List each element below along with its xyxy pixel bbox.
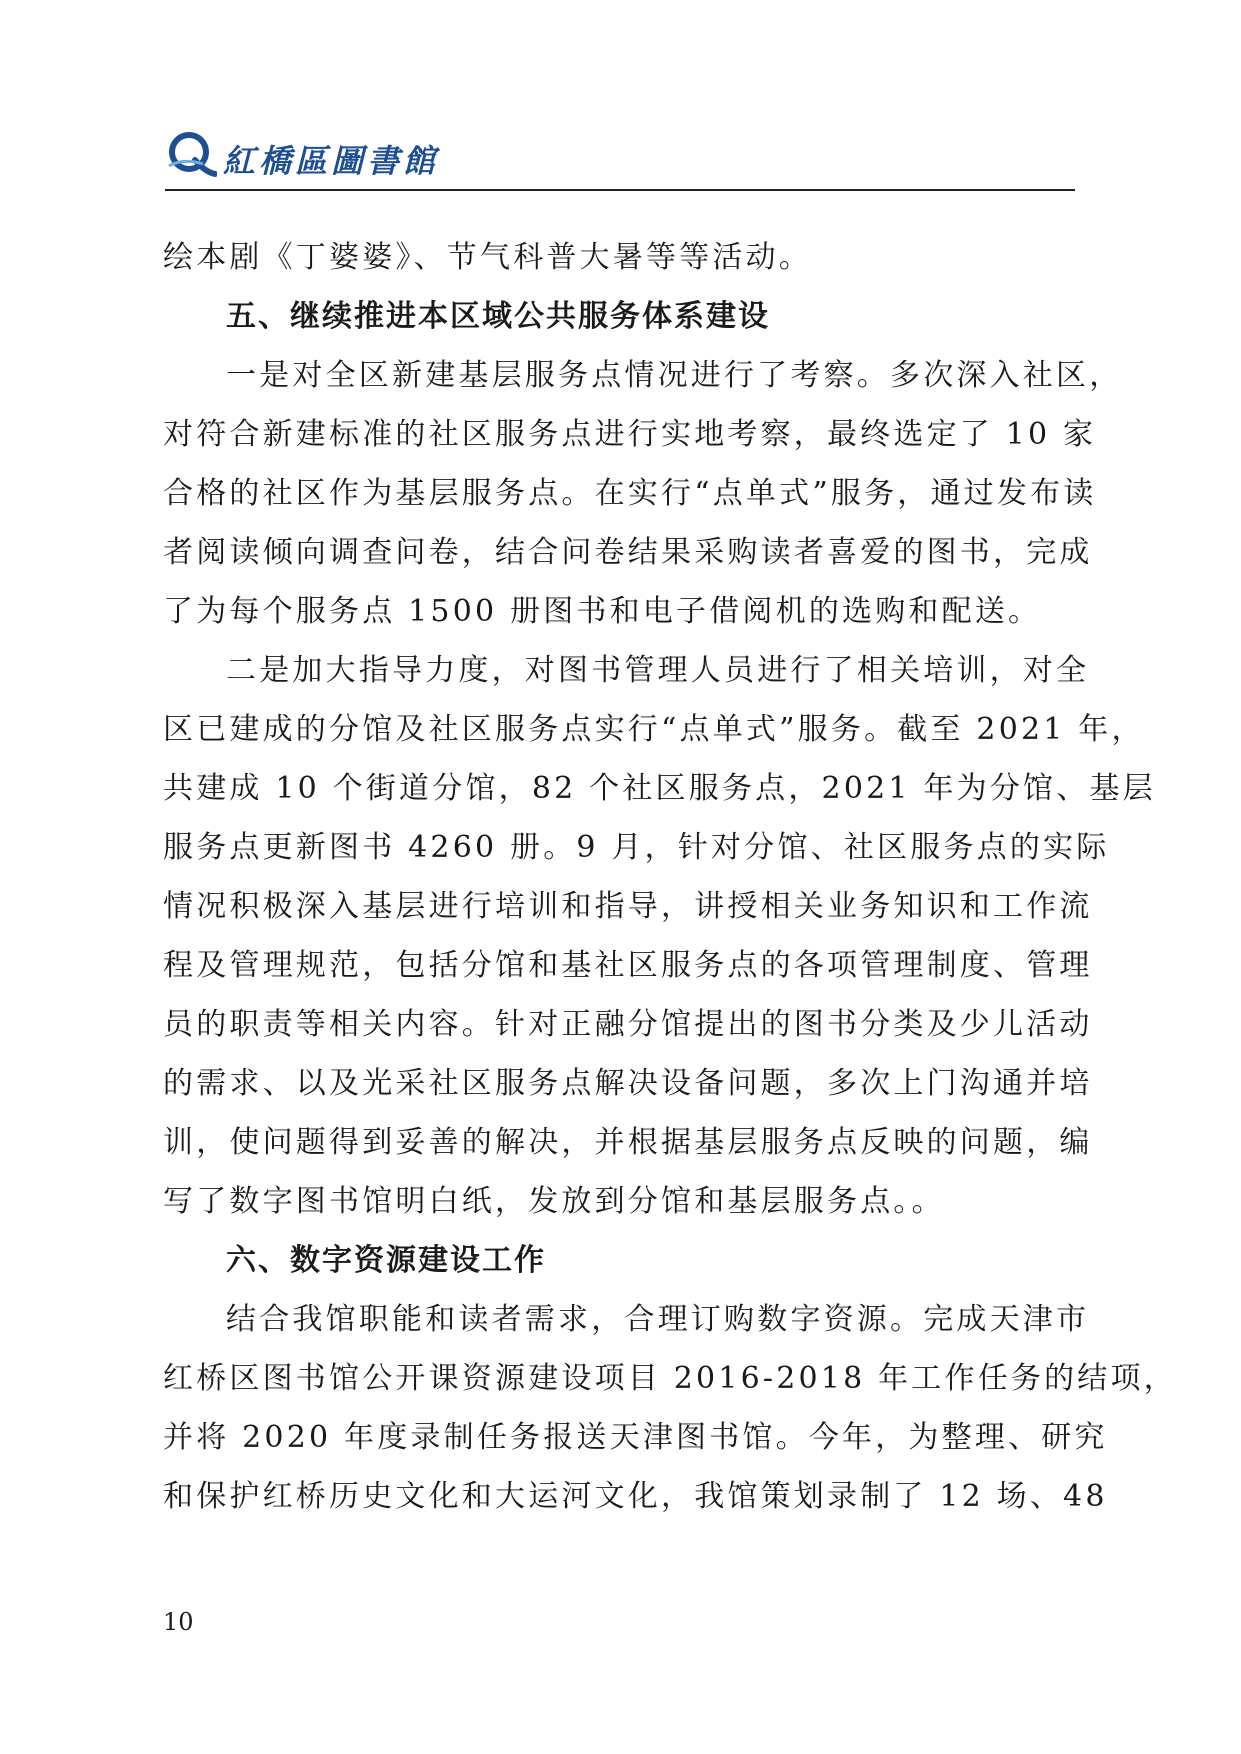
text-line: 程及管理规范，包括分馆和基社区服务点的各项管理制度、管理 <box>163 948 1093 983</box>
text-line: 和保护红桥历史文化和大运河文化，我馆策划录制了 12 场、48 <box>163 1479 1108 1514</box>
text-line: 写了数字图书馆明白纸，发放到分馆和基层服务点。。 <box>163 1184 945 1219</box>
text-line: 服务点更新图书 4260 册。9 月，针对分馆、社区服务点的实际 <box>163 830 1110 865</box>
library-logo-icon <box>165 128 217 180</box>
text-line: 二是加大指导力度，对图书管理人员进行了相关培训，对全 <box>226 653 1090 688</box>
text-line: 区已建成的分馆及社区服务点实行“点单式”服务。截至 2021 年， <box>163 712 1145 747</box>
text-line: 员的职责等相关内容。针对正融分馆提出的图书分类及少儿活动 <box>163 1007 1093 1042</box>
section-heading: 六、数字资源建设工作 <box>226 1243 546 1278</box>
text-line: 红桥区图书馆公开课资源建设项目 2016-2018 年工作任务的结项， <box>163 1361 1177 1396</box>
section-heading: 五、继续推进本区域公共服务体系建设 <box>226 299 770 334</box>
text-line: 对符合新建标准的社区服务点进行实地考察，最终选定了 10 家 <box>163 417 1097 452</box>
text-line: 情况积极深入基层进行培训和指导，讲授相关业务知识和工作流 <box>163 889 1093 924</box>
text-line: 者阅读倾向调查问卷，结合问卷结果采购读者喜爱的图书，完成 <box>163 535 1093 570</box>
text-line: 的需求、以及光采社区服务点解决设备问题，多次上门沟通并培 <box>163 1066 1093 1101</box>
page-number: 10 <box>163 1608 194 1636</box>
header-rule <box>165 189 1075 191</box>
text-line: 一是对全区新建基层服务点情况进行了考察。多次深入社区， <box>226 358 1123 393</box>
library-name: 紅橋區圖書館 <box>223 142 440 180</box>
text-line: 结合我馆职能和读者需求，合理订购数字资源。完成天津市 <box>226 1302 1090 1337</box>
page-header <box>165 128 1075 192</box>
text-line: 合格的社区作为基层服务点。在实行“点单式”服务，通过发布读 <box>163 476 1097 511</box>
text-line: 并将 2020 年度录制任务报送天津图书馆。今年，为整理、研究 <box>163 1420 1108 1455</box>
text-line: 绘本剧《丁婆婆》、节气科普大暑等等活动。 <box>163 240 812 275</box>
body-text <box>163 228 1177 1526</box>
text-line: 了为每个服务点 1500 册图书和电子借阅机的选购和配送。 <box>163 594 1042 629</box>
text-line: 训，使问题得到妥善的解决，并根据基层服务点反映的问题，编 <box>163 1125 1093 1160</box>
text-line: 共建成 10 个街道分馆，82 个社区服务点，2021 年为分馆、基层 <box>163 771 1156 806</box>
